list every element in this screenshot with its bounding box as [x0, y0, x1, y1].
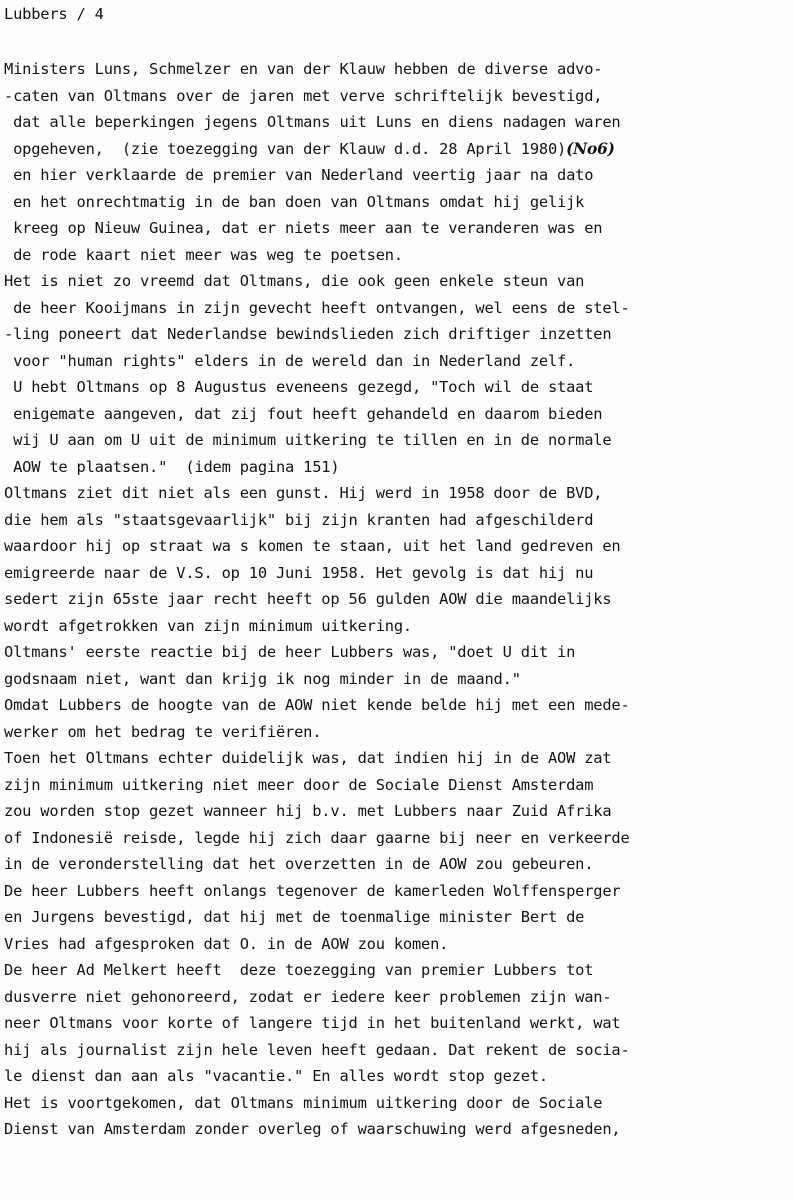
- text-line: en hier verklaarde de premier van Nederland veertig jaar na dato: [4, 166, 594, 184]
- text-line: U hebt Oltmans op 8 Augustus eveneens gezegd, "Toch wil de staat: [4, 378, 594, 396]
- text-line: Oltmans' eerste reactie bij de heer Lubbers was, "doet U dit in: [4, 643, 576, 661]
- body-text: [4, 56, 794, 1143]
- text-line: dusverre niet gehonoreerd, zodat er iedere keer problemen zijn wan-: [4, 987, 612, 1006]
- text-line: kreeg op Nieuw Guinea, dat er niets meer aan te veranderen was en: [4, 219, 603, 237]
- text-line: Omdat Lubbers de hoogte van de AOW niet kende belde hij met een mede-: [4, 696, 630, 714]
- text-line: Oltmans ziet dit niet als een gunst. Hij werd in 1958 door de BVD,: [4, 484, 603, 502]
- handwritten-annotation: (No6): [566, 139, 615, 158]
- text-line: Het is niet zo vreemd dat Oltmans, die ook geen enkele steun van: [4, 272, 585, 290]
- text-line: Dienst van Amsterdam zonder overleg of waarschuwing werd afgesneden,: [4, 1120, 621, 1138]
- text-line: en het onrechtmatig in de ban doen van Oltmans omdat hij gelijk: [4, 192, 585, 211]
- text-line: en Jurgens bevestigd, dat hij met de toenmalige minister Bert de: [4, 908, 585, 926]
- text-line: sedert zijn 65ste jaar recht heeft op 56 gulden AOW die maandelijks: [4, 590, 612, 608]
- text-line: of Indonesië reisde, legde hij zich daar gaarne bij neer en verkeerde: [4, 828, 630, 847]
- text-line: werker om het bedrag te verifiëren.: [4, 722, 322, 741]
- text-line: die hem als "staatsgevaarlijk" bij zijn kranten had afgeschilderd: [4, 510, 594, 529]
- text-line: AOW te plaatsen." (idem pagina 151): [4, 457, 340, 476]
- text-line: -ling poneert dat Nederlandse bewindslieden zich driftiger inzetten: [4, 325, 612, 343]
- text-line: [4, 136, 794, 163]
- text-line: de rode kaart niet meer was weg te poetsen.: [4, 245, 403, 264]
- text-line: zou worden stop gezet wanneer hij b.v. met Lubbers naar Zuid Afrika: [4, 802, 612, 820]
- text-line: wordt afgetrokken van zijn minimum uitkering.: [4, 616, 412, 635]
- text-line-content: opgeheven, (zie toezegging van der Klauw d.d. 28 April 1980): [4, 139, 567, 158]
- text-line: De heer Lubbers heeft onlangs tegenover de kamerleden Wolffensperger: [4, 881, 621, 900]
- text-line: -caten van Oltmans over de jaren met verve schriftelijk bevestigd,: [4, 86, 603, 105]
- text-line: le dienst dan aan als "vacantie." En alles wordt stop gezet.: [4, 1067, 548, 1085]
- text-line: Ministers Luns, Schmelzer en van der Klauw hebben de diverse advo-: [4, 60, 603, 78]
- text-line: Vries had afgesproken dat O. in de AOW zou komen.: [4, 934, 449, 953]
- text-line: waardoor hij op straat wa s komen te staan, uit het land gedreven en: [4, 537, 621, 555]
- text-line: dat alle beperkingen jegens Oltmans uit Luns en diens nadagen waren: [4, 113, 621, 131]
- text-line: enigemate aangeven, dat zij fout heeft gehandeld en daarom bieden: [4, 404, 603, 423]
- text-line: wij U aan om U uit de minimum uitkering te tillen en in de normale: [4, 431, 612, 449]
- text-line: neer Oltmans voor korte of langere tijd in het buitenland werkt, wat: [4, 1014, 621, 1032]
- text-line: godsnaam niet, want dan krijg ik nog minder in de maand.": [4, 669, 521, 688]
- text-line: emigreerde naar de V.S. op 10 Juni 1958. Het gevolg is dat hij nu: [4, 563, 594, 582]
- text-line: hij als journalist zijn hele leven heeft gedaan. Dat rekent de socia-: [4, 1040, 630, 1059]
- text-line: Toen het Oltmans echter duidelijk was, dat indien hij in de AOW zat: [4, 749, 612, 767]
- text-line: Het is voortgekomen, dat Oltmans minimum uitkering door de Sociale: [4, 1093, 603, 1112]
- text-line: De heer Ad Melkert heeft deze toezegging van premier Lubbers tot: [4, 961, 594, 979]
- text-line: in de veronderstelling dat het overzetten in de AOW zou gebeuren.: [4, 855, 594, 873]
- text-line: zijn minimum uitkering niet meer door de Sociale Dienst Amsterdam: [4, 775, 594, 794]
- text-line: voor "human rights" elders in de wereld dan in Nederland zelf.: [4, 351, 576, 370]
- text-line: de heer Kooijmans in zijn gevecht heeft ontvangen, wel eens de stel-: [4, 298, 630, 317]
- page-header: Lubbers / 4: [4, 5, 104, 23]
